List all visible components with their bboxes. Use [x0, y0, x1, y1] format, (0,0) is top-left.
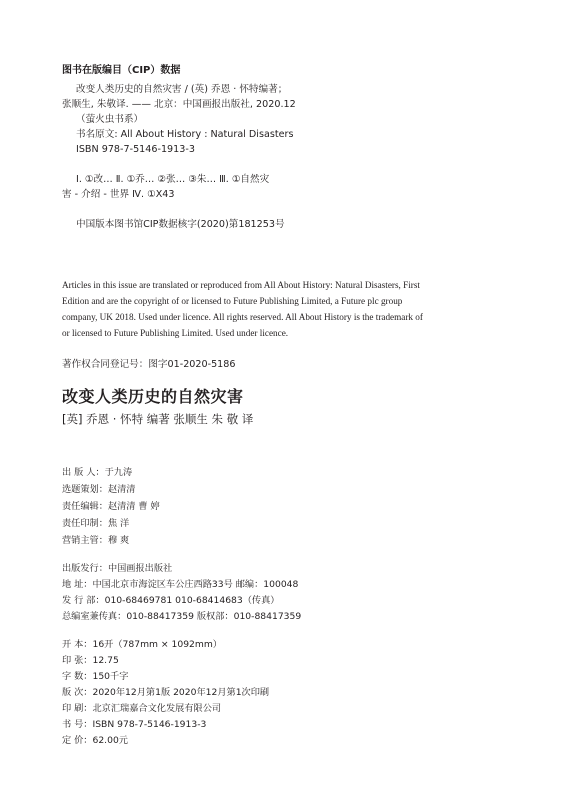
staff-value: 赵清清 [107, 484, 136, 495]
staff-label: 出 版 人： [62, 467, 105, 478]
book-authors: [英] 乔恩 · 怀特 编著 张顺生 朱 敬 译 [62, 412, 254, 426]
book-title: 改变人类历史的自然灾害 [62, 387, 244, 406]
english-notice-line: Edition and are the copyright of or licensed to Future Publishing Limited, a Future plc group [62, 296, 403, 306]
copyright-registration: 著作权合同登记号：图字01-2020-5186 [62, 359, 236, 370]
staff-label: 责任编辑： [62, 501, 108, 512]
cip-line: 害 - 介绍 - 世界 Ⅳ. ①X43 [62, 189, 175, 200]
cip-line: 张顺生, 朱敬译. —— 北京：中国画报出版社, 2020.12 [62, 99, 296, 110]
staff-row [62, 484, 136, 496]
staff-label: 营销主管： [62, 535, 108, 546]
publisher-label: 发 行 部： [62, 595, 105, 606]
publisher-value: 010-88417359 版权部：010-88417359 [126, 611, 302, 622]
cip-line: 改变人类历史的自然灾害 / (英) 乔恩 · 怀特编著； [76, 84, 288, 95]
spec-label: 印 刷： [62, 703, 93, 714]
spec-row [62, 671, 128, 683]
spec-value: ISBN 978-7-5146-1913-3 [92, 719, 207, 730]
spec-row [62, 735, 128, 747]
publisher-value: 010-68469781 010-68414683（传真） [104, 595, 280, 606]
publisher-label: 地 址： [62, 579, 93, 590]
cip-data-number: 中国版本图书馆CIP数据核字(2020)第181253号 [76, 219, 285, 230]
spec-row [62, 639, 222, 651]
spec-label: 开 本： [62, 639, 93, 650]
staff-label: 选题策划： [62, 484, 108, 495]
spec-value: 12.75 [92, 655, 119, 666]
staff-value: 赵清清 曹 婷 [107, 501, 160, 512]
spec-value: 2020年12月第1版 2020年12月第1次印刷 [92, 687, 270, 698]
staff-row [62, 501, 160, 513]
spec-row [62, 687, 269, 699]
publisher-label: 总编室兼传真： [62, 611, 127, 622]
cip-line: （萤火虫书系） [76, 114, 144, 125]
spec-label: 定 价： [62, 735, 93, 746]
staff-label: 责任印制： [62, 518, 108, 529]
spec-value: 北京汇瑞嘉合文化发展有限公司 [92, 703, 222, 714]
publisher-value: 中国北京市海淀区车公庄西路33号 邮编：100048 [92, 579, 299, 590]
cip-line: ISBN 978-7-5146-1913-3 [76, 144, 195, 155]
cip-heading: 图书在版编目（CIP）数据 [62, 65, 181, 76]
spec-label: 印 张： [62, 655, 93, 666]
cip-line: 书名原文: All About History : Natural Disasters [76, 129, 294, 140]
cip-line: Ⅰ. ①改… Ⅱ. ①乔… ②张… ③朱… Ⅲ. ①自然灾 [76, 174, 270, 185]
english-notice-line: or licensed to Future Publishing Limited. Used under licence. [62, 328, 289, 338]
staff-row [62, 467, 132, 479]
staff-row [62, 518, 129, 530]
publisher-row [62, 595, 280, 607]
publisher-row [62, 611, 301, 623]
staff-value: 焦 洋 [107, 518, 130, 529]
publisher-row [62, 579, 298, 591]
spec-value: 150千字 [92, 671, 129, 682]
staff-row [62, 535, 129, 547]
spec-value: 62.00元 [92, 735, 128, 746]
english-notice-line: company, UK 2018. Used under licence. All rights reserved. All About History is the trademark of [62, 312, 423, 322]
publisher-row [62, 563, 172, 575]
spec-row [62, 719, 206, 731]
spec-label: 版 次： [62, 687, 93, 698]
english-notice-line: Articles in this issue are translated or reproduced from All About History: Natural Disasters, First [62, 280, 420, 290]
spec-row [62, 703, 221, 715]
staff-value: 于九涛 [104, 467, 133, 478]
spec-label: 字 数： [62, 671, 93, 682]
staff-value: 穆 爽 [107, 535, 130, 546]
spec-value: 16开（787mm × 1092mm） [92, 639, 222, 650]
publisher-label: 出版发行： [62, 563, 108, 574]
spec-row [62, 655, 119, 667]
spec-label: 书 号： [62, 719, 93, 730]
publisher-value: 中国画报出版社 [107, 563, 173, 574]
